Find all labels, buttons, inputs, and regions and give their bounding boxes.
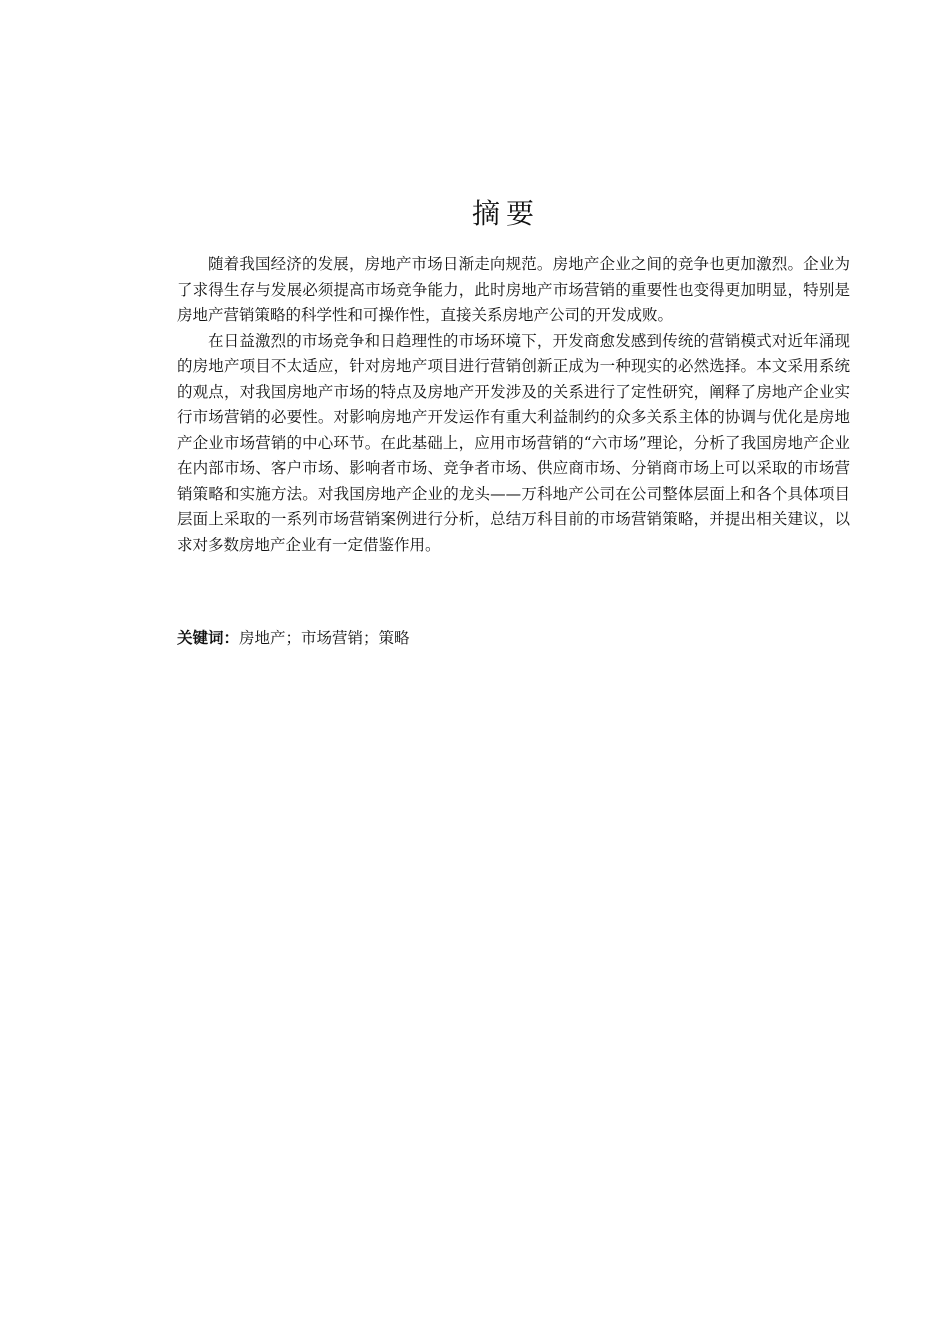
keywords-line [177,626,850,651]
abstract-paragraph-2: 在日益激烈的市场竞争和日趋理性的市场环境下，开发商愈发感到传统的营销模式对近年涌现的房地产项目不太适应，针对房地产项目进行营销创新正成为一种现实的必然选择。本文采用系统的观点，对我国房地产市场的特点及房地产开发涉及的关系进行了定性研究，阐释了房地产企业实行市场营销的必要性。对影响房地产开发运作有重大利益制约的众多关系主体的协调与优化是房地产企业市场营销的中心环节。在此基础上，应用市场营销的“六市场”理论，分析了我国房地产企业在内部市场、客户市场、影响者市场、竞争者市场、供应商市场、分销商市场上可以采取的市场营销策略和实施方法。对我国房地产企业的龙头——万科地产公司在公司整体层面上和各个具体项目层面上采取的一系列市场营销案例进行分析，总结万科目前的市场营销策略，并提出相关建议，以求对多数房地产企业有一定借鉴作用。 [177,331,850,554]
abstract-body [177,252,850,558]
keywords-value: 房地产；市场营销；策略 [239,629,410,647]
page-title: 摘要 [471,197,540,230]
keywords-label: 关键词： [177,629,240,647]
abstract-paragraph-1: 随着我国经济的发展，房地产市场日渐走向规范。房地产企业之间的竞争也更加激烈。企业为了求得生存与发展必须提高市场竞争能力，此时房地产市场营销的重要性也变得更加明显，特别是房地产营销策略的科学性和可操作性，直接关系房地产公司的开发成败。 [177,255,850,324]
